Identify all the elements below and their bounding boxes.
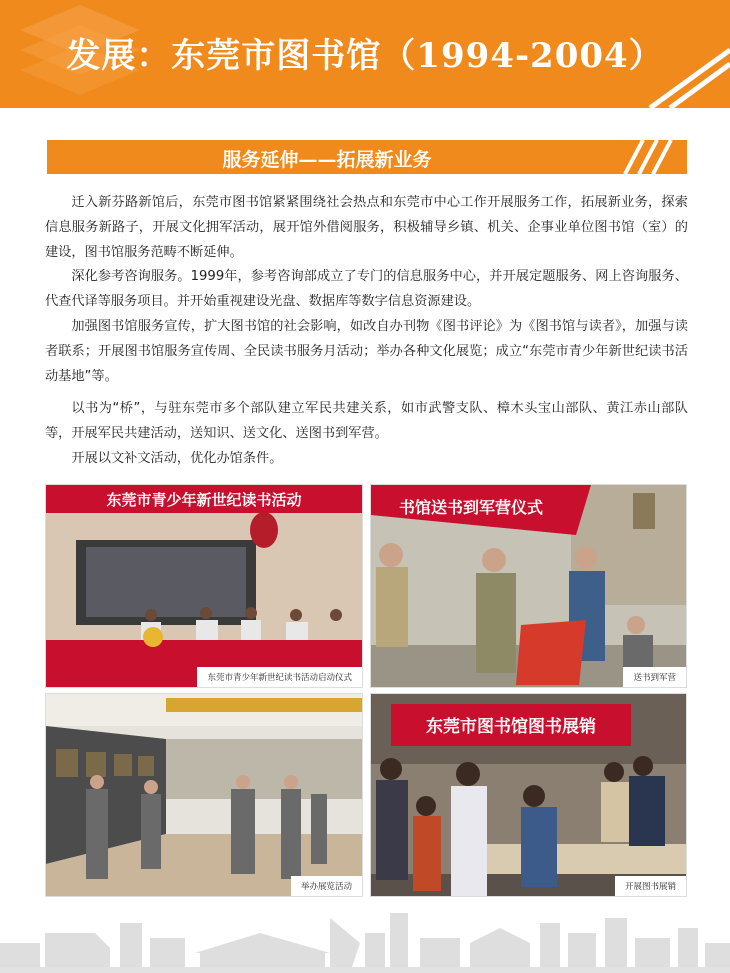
ceremony-scene-image: [46, 485, 362, 687]
paragraph: 加强图书馆服务宣传，扩大图书馆的社会影响，如改自办刊物《图书评论》为《图书馆与读者》，加强与读者联系；开展图书馆服务宣传周、全民读书服务月活动；举办各种文化展览；成立“东莞市青少年新世纪读书活动基地”等。: [45, 318, 688, 384]
photo-caption: 东莞市青少年新世纪读书活动启动仪式: [197, 667, 362, 687]
paragraph: 迁入新芬路新馆后，东莞市图书馆紧紧围绕社会热点和东莞市中心工作开展服务工作，拓展新业务，探索信息服务新路子，开展文化拥军活动，展开馆外借阅服务，积极辅导乡镇、机关、企事业单位图书馆（室）的建设，图书馆服务范畴不断延伸。: [45, 195, 688, 260]
paragraph: 开展以文补文活动，优化办馆条件。: [71, 450, 283, 466]
exhibition-scene-image: [46, 694, 362, 896]
section-heading-bar: [47, 140, 687, 174]
article-body: [45, 191, 688, 472]
paragraph: 深化参考咨询服务。1999年，参考咨询部成立了专门的信息服务中心，并开展定题服务、网上咨询服务、代查代译等服务项目。并开始重视建设光盘、数据库等数字信息资源建设。: [45, 269, 688, 310]
photo-book-fair: [370, 693, 687, 897]
photo-launch-ceremony: [45, 484, 363, 688]
photo-books-to-barracks: [370, 484, 687, 688]
photo-caption: 举办展览活动: [291, 876, 362, 896]
book-fair-scene-image: [371, 694, 686, 896]
photo-banner-text: 书馆送书到军营仪式: [398, 498, 544, 517]
city-skyline-decoration: [0, 903, 730, 973]
photo-caption: 送书到军营: [623, 667, 686, 687]
section-heading: 服务延伸——拓展新业务: [222, 149, 432, 171]
page-header: [0, 0, 730, 108]
photo-caption: 开展图书展销: [615, 876, 686, 896]
page-title: 发展：东莞市图书馆（1994-2004）: [66, 36, 664, 76]
header-stripes-decoration: [640, 0, 730, 108]
photo-exhibition: [45, 693, 363, 897]
paragraph: 以书为“桥”，与驻东莞市多个部队建立军民共建关系，如市武警支队、樟木头宝山部队、黄江赤山部队等，开展军民共建活动，送知识、送文化、送图书到军营。: [45, 401, 688, 442]
section-stripes-decoration: [617, 140, 687, 174]
photo-banner-text: 东莞市图书馆图书展销: [426, 717, 596, 737]
photo-banner-text: 东莞市青少年新世纪读书活动: [106, 491, 302, 509]
barracks-scene-image: [371, 485, 686, 687]
